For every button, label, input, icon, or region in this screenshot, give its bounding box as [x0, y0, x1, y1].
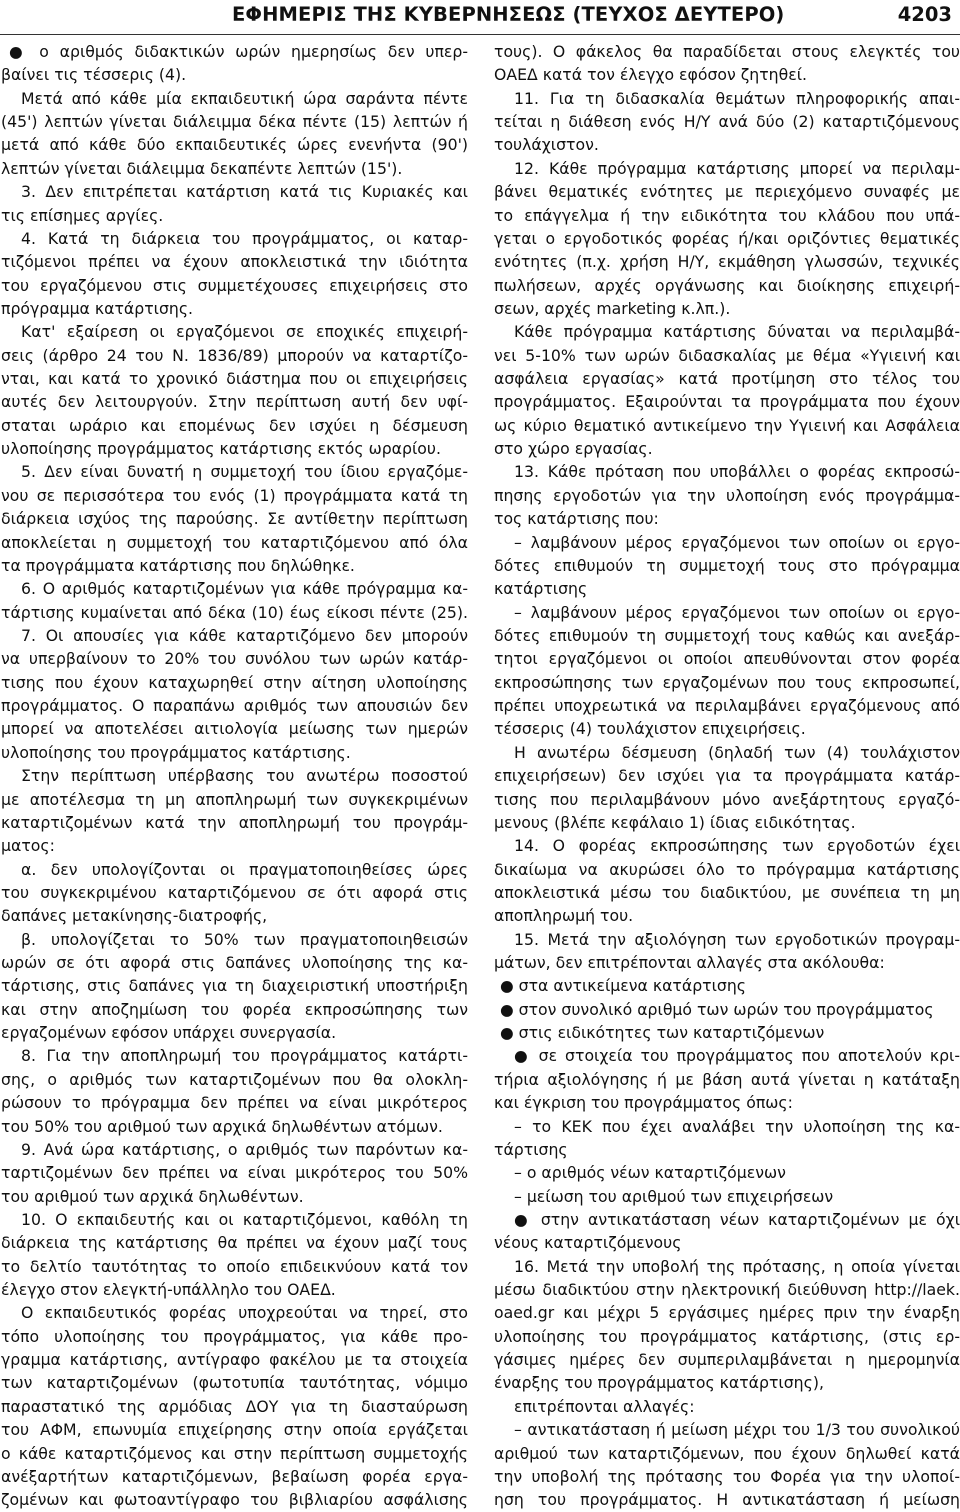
text-line: 14. Ο φορέας εκπροσώπησης των εργοδοτών έχει: [514, 836, 960, 856]
text-line: πωλήσεων, αρχές οργάνωσης και διοίκησης επιχειρή-: [494, 275, 960, 295]
text-line: του συγκεκριμένου καταρτιζόμενου σε ότι αφορά στις: [1, 882, 468, 902]
text-line: ωρών σε ότι αφορά στις δαπάνες υλοποίησης της κα-: [1, 953, 468, 973]
text-line: γραμμα κατάρτισης, αντίγραφο φακέλου με τα στοιχεία: [1, 1350, 468, 1370]
text-line: Κατ' εξαίρεση οι εργαζόμενοι σε εποχικές επιχειρή-: [21, 322, 468, 342]
text-line: υλοποίησης του προγράμματος κατάρτισης.: [1, 742, 351, 762]
text-line: ● στα αντικείμενα κατάρτισης: [500, 976, 747, 996]
text-line: των καταρτιζομένων (φωτοτυπία ταυτότητας, νόμιμο: [1, 1373, 468, 1393]
text-line: γεται ο εργοδοτικός φορέας ή/και οριζόντιες θεματικές: [494, 228, 960, 248]
text-line: Κάθε πρόγραμμα κατάρτισης δύναται να περιλαμβά-: [514, 322, 960, 342]
text-line: 11. Για τη διδασκαλία θεμάτων πληροφορικής απαι-: [514, 88, 960, 108]
text-line: – αντικατάσταση ή μείωση μέχρι του 1/3 του συνολικού: [514, 1420, 960, 1440]
page-header: [0, 0, 960, 36]
text-line: να υπερβαίνουν το 20% του συνόλου των ωρών κατάρ-: [1, 649, 468, 669]
text-line: πρέπει υποχρεωτικά να περιλαμβάνει εργαζόμενους από: [494, 696, 960, 716]
text-line: μετά από κάθε δύο εκπαιδευτικές ώρες ενενήντα (90'): [1, 135, 468, 155]
text-line: νου σε περισσότερα του ενός (1) προγράμματα κατά τη: [1, 485, 468, 505]
text-line: μπορεί να αποτελέσει αιτιολογία μείωσης των ημερών: [1, 719, 468, 739]
text-line: και στην αποζημίωση του φορέα εκπροσώπησης των: [1, 999, 468, 1019]
text-line: ως κύριο θεματικό αντικείμενο την Υγιεινή και Ασφάλεια: [494, 415, 960, 435]
text-line: επιτρέπονται αλλαγές:: [514, 1396, 695, 1416]
text-line: ΟΑΕΔ κατά τον έλεγχο εφόσον ζητηθεί.: [494, 65, 807, 85]
text-line: τήρια αξιολόγησης ή με βάση αυτά γίνεται η κατάταξη: [494, 1069, 960, 1089]
text-line: τα προγράμματα κατάρτισης που δηλώθηκε.: [1, 555, 355, 575]
text-line: βάνει θεματικές ενότητες με περιεχόμενο συναφές με: [494, 182, 960, 202]
text-line: 12. Κάθε πρόγραμμα κατάρτισης μπορεί να περιλαμ-: [514, 158, 960, 178]
text-line: αυτές δεν λειτουργούν. Στην περίπτωση αυτή δεν υφί-: [1, 392, 468, 412]
text-line: ταρτιζομένων δεν πρέπει να είναι μικρότερος του 50%: [1, 1163, 468, 1183]
text-line: αποκλείεται η συμμετοχή του καταρτιζόμενου από όλα: [1, 532, 468, 552]
text-line: του αριθμού των αρχικά δηλωθέντων.: [1, 1186, 304, 1206]
text-line: έναρξης του προγράμματος κατάρτισης),: [494, 1373, 824, 1393]
text-line: Η ανωτέρω δέσμευση (δηλαδή των (4) τουλάχιστον: [514, 742, 960, 762]
text-line: 10. Ο εκπαιδευτής και οι καταρτιζόμενοι, καθόλη τη: [21, 1209, 468, 1229]
text-line: δότες επιθυμούν τη συμμετοχή τους καθώς και ανεξάρ-: [494, 625, 960, 645]
text-line: καταρτιζομένων κατά την αποπληρωμή του προγράμ-: [1, 812, 468, 832]
text-line: α. δεν υπολογίζονται οι πραγματοποιηθείσες ώρες: [21, 859, 468, 879]
text-line: 15. Μετά την αξιολόγηση των εργοδοτικών προγραμ-: [514, 929, 960, 949]
text-line: την υποβολή της πρότασης του Φορέα για την υλοποί-: [494, 1466, 960, 1486]
text-line: Ο εκπαιδευτικός φορέας υποχρεούται να τηρεί, στο: [21, 1303, 468, 1323]
text-line: αποπληρωμή του.: [494, 906, 634, 926]
text-line: εργαζομένων εφόσον υπάρχει συνεργασία.: [1, 1023, 337, 1043]
text-line: τις επίσημες αργίες.: [1, 205, 164, 225]
text-line: πησης εργοδοτών για την υλοποίηση ενός προγράμμα-: [494, 485, 960, 505]
text-line: γάσιμες ημέρες δεν συμπεριλαμβάνεται η ημερομηνία: [494, 1350, 960, 1370]
text-line: ● στις ειδικότητες των καταρτιζόμενων: [500, 1023, 825, 1043]
text-line: επιχειρήσεων) δεν ισχύει για τα προγράμματα κατάρ-: [494, 766, 960, 786]
text-line: προγράμματος. Εξαιρούνται τα προγράμματα που έχουν: [494, 392, 960, 412]
text-line: 16. Μετά την υποβολή της πρότασης, η οποία γίνεται: [514, 1256, 960, 1276]
text-line: νει 5-10% των ωρών διδασκαλίας με θέμα «Υγιεινή και: [494, 345, 960, 365]
text-line: υλοποίησης προγράμματος κατάρτισης εκτός ωραρίου.: [1, 439, 441, 459]
header-divider: [0, 34, 960, 35]
text-line: 13. Κάθε πρόταση που υποβάλλει ο φορέας εκπροσώ-: [514, 462, 960, 482]
left-column: [1, 40, 468, 1510]
text-line: τισης που έχουν καταχωρηθεί στην αίτηση υλοποίησης: [1, 672, 468, 692]
page-number: 4203: [897, 3, 952, 26]
text-line: 4. Κατά τη διάρκεια του προγράμματος, οι καταρ-: [21, 228, 468, 248]
text-line: το επάγγελμα ή την ειδικότητα του κλάδου που υπά-: [494, 205, 960, 225]
text-line: – μείωση του αριθμού των επιχειρήσεων: [514, 1186, 834, 1206]
text-line: προγράμματος. Ο παραπάνω αριθμός των απουσιών δεν: [1, 696, 468, 716]
text-line: μέσω διαδικτύου στην ηλεκτρονική διεύθυνση http://laek.: [494, 1280, 960, 1300]
text-line: δότες επιθυμούν τη συμμετοχή τους στο πρόγραμμα: [494, 555, 960, 575]
text-line: ● σε στοιχεία του προγράμματος που αποτελούν κρι-: [514, 1046, 960, 1066]
text-line: δαπάνες μετακίνησης-διατροφής,: [1, 906, 268, 926]
text-line: σεις (άρθρο 24 του Ν. 1836/89) μπορούν να καταρτίζο-: [1, 345, 468, 365]
text-line: μενους (βλέπε κεφάλαιο 1) ίδιας ειδικότητας.: [494, 812, 856, 832]
text-line: ● στον συνολικό αριθμό των ωρών του προγράμματος: [500, 999, 934, 1019]
text-line: τισης που περιλαμβάνουν μόνο ανεξάρτητους εργαζό-: [494, 789, 960, 809]
page-title: ΕΦΗΜΕΡΙΣ ΤΗΣ ΚΥΒΕΡΝΗΣΕΩΣ (ΤΕΥΧΟΣ ΔΕΥΤΕΡΟ): [232, 3, 785, 26]
text-line: ρώσουν το πρόγραμμα δεν πρέπει να είναι μικρότερος: [1, 1093, 468, 1113]
text-line: τάρτισης κυμαίνεται από δέκα (10) έως είκοσι πέντε (25).: [1, 602, 468, 622]
text-line: αριθμού των καταρτιζόμενων, που έχουν δηλωθεί κατά: [494, 1443, 960, 1463]
text-line: του 50% του αριθμού των αρχικά δηλωθέντων ατόμων.: [1, 1116, 443, 1136]
text-line: αποκλειστικά μέσω του διαδικτύου, με συνέπεια τη μη: [494, 882, 960, 902]
text-line: Μετά από κάθε μία εκπαιδευτική ώρα σαράντα πέντε: [21, 88, 468, 108]
text-line: του εργαζόμενου στις συμμετέχουσες επιχειρήσεις στο: [1, 275, 468, 295]
text-line: β. υπολογίζεται το 50% των πραγματοποιηθεισών: [21, 929, 468, 949]
text-line: στο χώρο εργασίας.: [494, 439, 653, 459]
text-line: πρόγραμμα κατάρτισης.: [1, 298, 194, 318]
text-line: εκπροσώπησης των εργαζομένων που τους εκπροσωπεί,: [494, 672, 960, 692]
text-line: τητοι εργαζόμενοι οι οποίοι απευθύνονται στον φορέα: [494, 649, 960, 669]
text-line: – ο αριθμός νέων καταρτιζόμενων: [514, 1163, 786, 1183]
text-line: ηση του προγράμματος. Η αντικατάσταση ή μείωση: [494, 1490, 960, 1510]
text-line: έλεγχο στον ελεγκτή-υπάλληλο του ΟΑΕΔ.: [1, 1280, 336, 1300]
text-line: τέσσερις (4) τουλάχιστον επιχειρήσεις.: [494, 719, 806, 739]
text-line: νται, και κατά το χρονικό διάστημα που οι επιχειρήσεις: [1, 369, 468, 389]
text-line: 6. Ο αριθμός καταρτιζομένων για κάθε πρόγραμμα κα-: [21, 579, 468, 599]
text-line: ασφάλεια εργασίας» κατά προτίμηση στο τέλος του: [494, 369, 960, 389]
text-line: τόπο υλοποίησης του προγράμματος, για κάθε προ-: [1, 1326, 468, 1346]
text-line: σταται ωράριο και επομένως δεν ισχύει η δέσμευση: [1, 415, 468, 435]
text-line: υλοποίησης του προγράμματος κατάρτισης, (στις ερ-: [494, 1326, 960, 1346]
text-line: ενότητες (π.χ. χρήση Η/Υ, εκμάθηση γλωσσών, τεχνικές: [494, 252, 960, 272]
text-line: παραστατικό της αρμόδιας ΔΟΥ για τη διασταύρωση: [1, 1396, 468, 1416]
text-line: oaed.gr και μέχρι 5 εργάσιμες ημέρες πριν την έναρξη: [494, 1303, 960, 1323]
text-line: ● στην αντικατάσταση νέων καταρτιζομένων με όχι: [514, 1209, 960, 1229]
text-line: 8. Για την αποπληρωμή του προγράμματος κατάρτι-: [21, 1046, 468, 1066]
text-line: λεπτών γίνεται διάλειμμα δεκαπέντε λεπτών (15').: [1, 158, 403, 178]
text-line: κατάρτισης: [494, 579, 588, 599]
text-line: 5. Δεν είναι δυνατή η συμμετοχή του ίδιου εργαζόμε-: [21, 462, 468, 482]
text-line: τουλάχιστον.: [494, 135, 599, 155]
text-line: του ΑΦΜ, επωνυμία επιχείρησης στην οποία εργάζεται: [1, 1420, 468, 1440]
text-line: βαίνει τις τέσσερις (4).: [1, 65, 187, 85]
text-line: με αποτέλεσμα τη μη αποπληρωμή των συγκεκριμένων: [1, 789, 468, 809]
text-line: 7. Οι απουσίες για κάθε καταρτιζόμενο δεν μπορούν: [21, 625, 468, 645]
text-line: τάρτισης: [494, 1139, 568, 1159]
text-line: σης, ο αριθμός των καταρτιζομένων που θα ολοκλη-: [1, 1069, 468, 1089]
text-line: και έγκριση του προγράμματος όπως:: [494, 1093, 793, 1113]
text-line: το δελτίο ταυτότητας το οποίο επιδεικνύουν κατά τον: [1, 1256, 468, 1276]
text-line: τείται η διάθεση ενός Η/Υ ανά δύο (2) καταρτιζόμενους: [494, 112, 960, 132]
text-line: Στην περίπτωση υπέρβασης του ανωτέρω ποσοστού: [21, 766, 468, 786]
text-line: (45') λεπτών γίνεται διάλειμμα δέκα πέντε (15) λεπτών ή: [1, 112, 468, 132]
text-line: σεων, αρχές marketing κ.λπ.).: [494, 298, 731, 318]
text-line: μάτων, δεν επιτρέπονται αλλαγές στα ακόλουθα:: [494, 953, 885, 973]
text-line: τους). Ο φάκελος θα παραδίδεται στους ελεγκτές του: [494, 42, 960, 61]
text-line: ανέξαρτήτων καταρτιζόμενων, βεβαίωση φορέα εργα-: [1, 1466, 468, 1486]
text-line: ζομένων και φωτοαντίγραφο του βιβλιαρίου ασφάλισης: [1, 1490, 468, 1510]
text-line: τος κατάρτισης που:: [494, 509, 659, 529]
text-line: ο κάθε καταρτιζόμενος και στην περίπτωση συμμετοχής: [1, 1443, 468, 1463]
text-line: διάρκεια ισχύος της παρούσης. Σε αντίθετην περίπτωση: [1, 509, 468, 529]
text-line: 3. Δεν επιτρέπεται κατάρτιση κατά τις Κυριακές και: [21, 182, 468, 202]
text-line: ● ο αριθμός διδακτικών ωρών ημερησίως δεν υπερ-: [9, 42, 468, 61]
right-column: [494, 40, 960, 1510]
text-line: δικαίωμα να ακυρώσει όλο το πρόγραμμα κατάρτισης: [494, 859, 960, 879]
text-line: – λαμβάνουν μέρος εργαζόμενοι των οποίων οι εργο-: [514, 532, 960, 552]
text-line: τιζόμενοι πρέπει να έχουν αποκλειστικά την ιδιότητα: [1, 252, 468, 272]
text-line: – λαμβάνουν μέρος εργαζόμενοι των οποίων οι εργο-: [514, 602, 960, 622]
text-line: τάρτισης, στις δαπάνες για τη διαχειριστική υποστήριξη: [1, 976, 468, 996]
text-line: διάρκεια της κατάρτισης θα πρέπει να έχουν μαζί τους: [1, 1233, 468, 1253]
text-line: ματος:: [1, 836, 55, 856]
text-line: νέους καταρτιζόμενους: [494, 1233, 682, 1253]
text-line: 9. Ανά ώρα κατάρτισης, ο αριθμός των παρόντων κα-: [21, 1139, 468, 1159]
text-line: – το ΚΕΚ που έχει αναλάβει την υλοποίηση της κα-: [514, 1116, 960, 1136]
